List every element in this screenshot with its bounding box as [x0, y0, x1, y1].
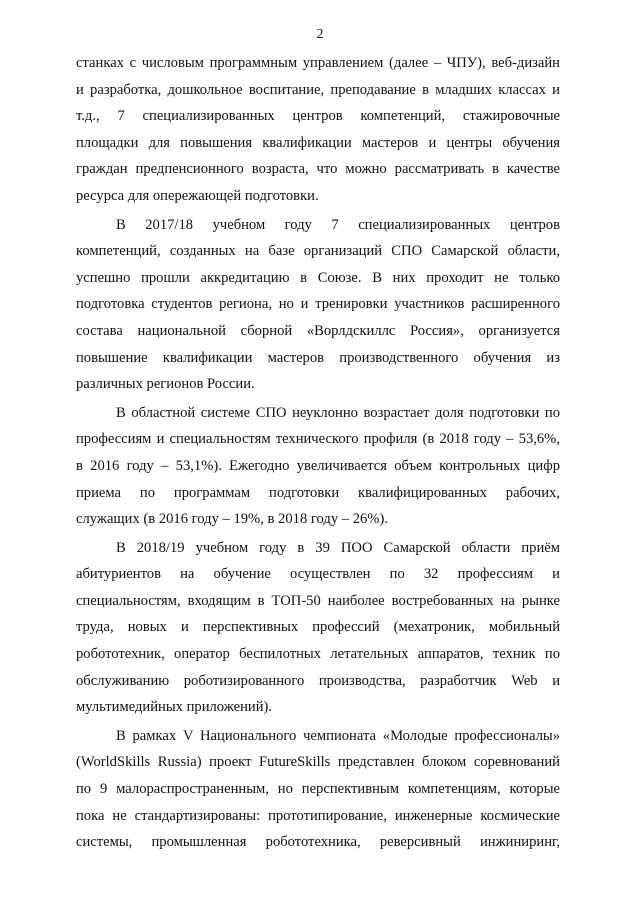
paragraph-5: [76, 723, 560, 856]
text-line: системы, промышленная робототехника, реверсивный инжиниринг,: [76, 834, 560, 851]
paragraph-1: [76, 50, 560, 210]
text-line: приема по программам подготовки квалифицированных рабочих,: [76, 484, 560, 501]
text-line: подготовка студентов региона, но и тренировки участников расширенного: [76, 296, 560, 313]
text-line: повышение квалификации мастеров производственного обучения из: [76, 349, 560, 366]
text-line: обслуживанию роботизированного производства, разработчик Web и: [76, 672, 560, 689]
text-line: различных регионов России.: [76, 376, 255, 393]
text-line: В рамках V Национального чемпионата «Молодые профессионалы»: [116, 727, 560, 744]
text-line: абитуриентов на обучение осуществлен по 32 профессиям и: [76, 566, 560, 583]
text-line: профессиям и специальностям технического профиля (в 2018 году – 53,6%,: [76, 431, 560, 448]
text-line: успешно прошли аккредитацию в Союзе. В них проходит не только: [76, 269, 560, 286]
text-line: площадки для повышения квалификации мастеров и центры обучения: [76, 134, 560, 151]
text-line: специальностям, входящим в ТОП-50 наиболее востребованных на рынке: [76, 592, 560, 609]
text-line: мультимедийных приложений).: [76, 699, 273, 716]
text-line: робототехник, оператор беспилотных летательных аппаратов, техник по: [76, 646, 560, 663]
text-line: пока не стандартизированы: прототипирование, инженерные космические: [76, 807, 560, 824]
text-line: состава национальной сборной «Ворлдскиллс Россия», организуется: [76, 322, 560, 339]
text-line: труда, новых и перспективных профессий (мехатроник, мобильный: [76, 619, 560, 636]
text-line: (WorldSkills Russia) проект FutureSkills представлен блоком соревнований: [76, 754, 560, 771]
text-line: ресурса для опережающей подготовки.: [76, 187, 319, 204]
paragraph-3: [76, 400, 560, 533]
text-line: служащих (в 2016 году – 19%, в 2018 году – 26%).: [76, 511, 388, 528]
text-line: в 2016 году – 53,1%). Ежегодно увеличивается объем контрольных цифр: [76, 457, 560, 474]
paragraph-4: [76, 535, 560, 721]
text-line: компетенций, созданных на базе организаций СПО Самарской области,: [76, 243, 560, 260]
text-line: В 2018/19 учебном году в 39 ПОО Самарской области приём: [116, 539, 560, 556]
page-number: 2: [316, 27, 324, 42]
text-line: В 2017/18 учебном году 7 специализированных центров: [116, 216, 560, 233]
text-line: по 9 малораспространенным, но перспективным компетенциям, которые: [76, 781, 560, 798]
text-line: станках с числовым программным управлением (далее – ЧПУ), веб-дизайн: [76, 55, 560, 71]
text-line: и разработка, дошкольное воспитание, преподавание в младших классах и: [76, 81, 560, 98]
text-line: В областной системе СПО неуклонно возрастает доля подготовки по: [116, 404, 560, 421]
text-line: т.д., 7 специализированных центров компетенций, стажировочные: [76, 108, 560, 125]
body-text: [76, 50, 560, 858]
text-line: граждан предпенсионного возраста, что можно рассматривать в качестве: [76, 161, 560, 178]
paragraph-2: [76, 212, 560, 398]
